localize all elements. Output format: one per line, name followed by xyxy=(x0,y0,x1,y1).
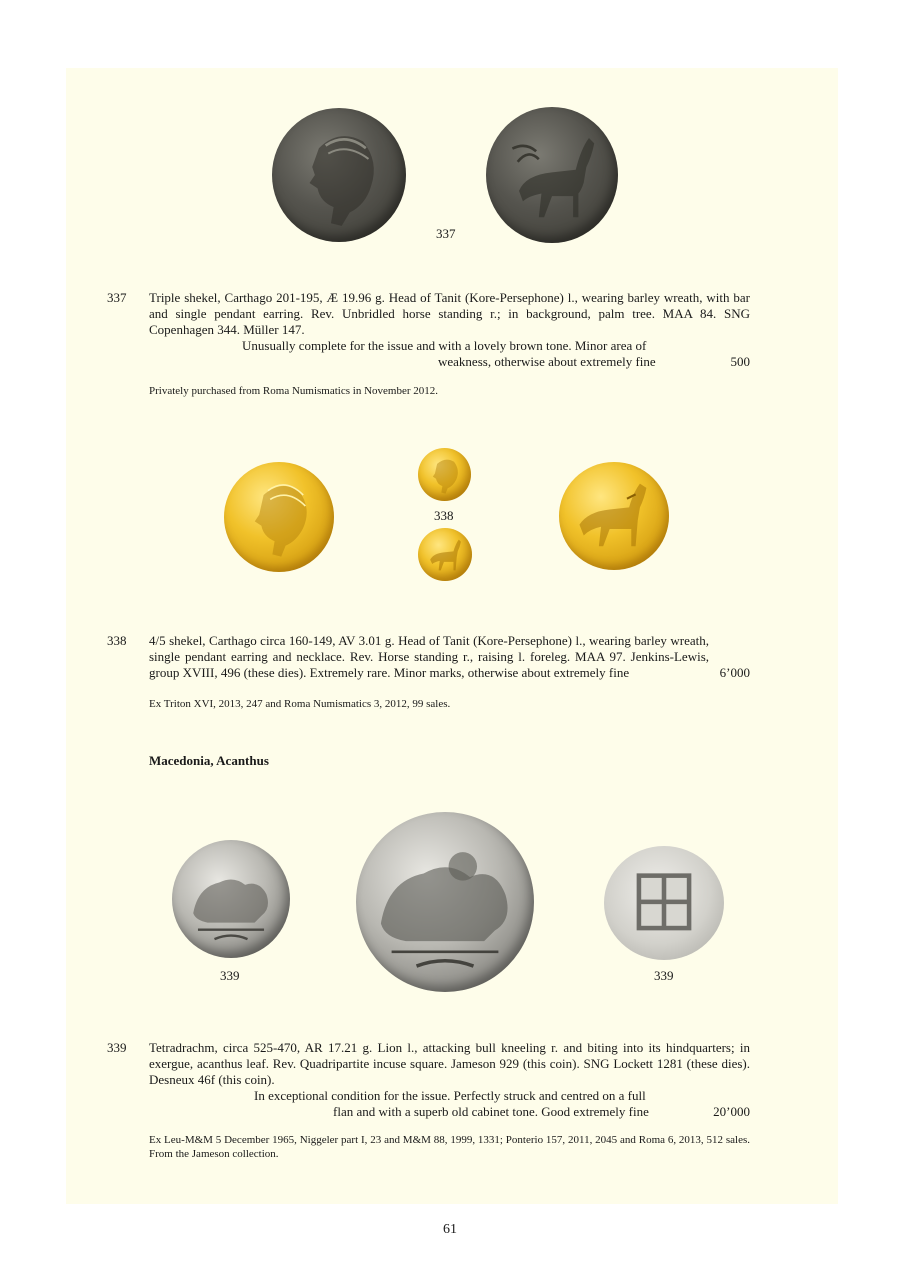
tanit-head-icon xyxy=(418,448,471,501)
quadripartite-incuse-square-icon xyxy=(604,846,724,960)
coin-339-obverse-enlarged xyxy=(356,812,534,992)
lot-description-337: Triple shekel, Carthago 201-195, Æ 19.96 g. Head of Tanit (Kore-Persephone) l., wearing barley wreath, with bar and single pendant earring. Rev. Unbridled horse standing r.; in background, palm tree. MAA 84. SNG Copenhagen 344. Müller 147. xyxy=(149,290,750,337)
lot-provenance-339: Ex Leu-M&M 5 December 1965, Niggeler part I, 23 and M&M 88, 1999, 1331; Ponterio 157, 2011, 2045 and Roma 6, 2013, 512 sales. From the Jameson collection. xyxy=(149,1134,750,1160)
coin-337-reverse xyxy=(486,107,618,243)
lot-condition-339-line2: flan and with a superb old cabinet tone. Good extremely fine xyxy=(333,1104,649,1119)
lot-condition-337-line1: Unusually complete for the issue and with a lovely brown tone. Minor area of xyxy=(242,338,647,353)
coin-337-obverse xyxy=(272,108,406,242)
horse-icon xyxy=(418,528,472,581)
lot-number-337: 337 xyxy=(107,290,127,305)
lot-estimate-338: 6’000 xyxy=(719,665,750,680)
tanit-head-icon xyxy=(272,108,406,242)
coin-338-obverse-enlarged xyxy=(224,462,334,572)
page-number: 61 xyxy=(443,1222,457,1237)
figure-label-339-right: 339 xyxy=(654,968,674,983)
lion-attacking-bull-icon xyxy=(356,812,534,992)
horse-icon xyxy=(559,462,669,570)
lot-number-339: 339 xyxy=(107,1040,127,1055)
coin-339-reverse-actual xyxy=(604,846,724,960)
lot-provenance-337: Privately purchased from Roma Numismatics in November 2012. xyxy=(149,385,438,397)
coin-338-reverse-enlarged xyxy=(559,462,669,570)
horse-icon xyxy=(486,107,618,243)
lion-attacking-bull-icon xyxy=(172,840,290,958)
lot-number-338: 338 xyxy=(107,633,127,648)
section-heading: Macedonia, Acanthus xyxy=(149,753,269,768)
figure-label-339-left: 339 xyxy=(220,968,240,983)
coin-338-obverse-actual xyxy=(418,448,471,501)
lot-description-339: Tetradrachm, circa 525-470, AR 17.21 g. Lion l., attacking bull kneeling r. and biting into its hindquarters; in exergue, acanthus leaf. Rev. Quadripartite incuse square. Jameson 929 (this coin). SNG Lockett 1281 (these dies). Desneux 46f (this coin). xyxy=(149,1040,750,1087)
coin-338-reverse-actual xyxy=(418,528,472,581)
lot-provenance-338: Ex Triton XVI, 2013, 247 and Roma Numismatics 3, 2012, 99 sales. xyxy=(149,698,451,710)
lot-estimate-337: 500 xyxy=(730,354,750,369)
lot-condition-337-line2: weakness, otherwise about extremely fine xyxy=(438,354,656,369)
figure-label-337: 337 xyxy=(436,226,456,241)
coin-339-obverse-actual xyxy=(172,840,290,958)
tanit-head-icon xyxy=(224,462,334,572)
lot-condition-339-line1: In exceptional condition for the issue. Perfectly struck and centred on a full xyxy=(254,1088,646,1103)
lot-estimate-339: 20’000 xyxy=(713,1104,750,1119)
figure-label-338: 338 xyxy=(434,508,454,523)
lot-description-338: 4/5 shekel, Carthago circa 160-149, AV 3.01 g. Head of Tanit (Kore-Persephone) l., wearing barley wreath, single pendant earring and necklace. Rev. Horse standing r., raising l. foreleg. MAA 97. Jenkins-Lewis, group XVIII, 496 (these dies). Extremely rare. Minor marks, otherwise about extremely fine xyxy=(149,633,709,680)
